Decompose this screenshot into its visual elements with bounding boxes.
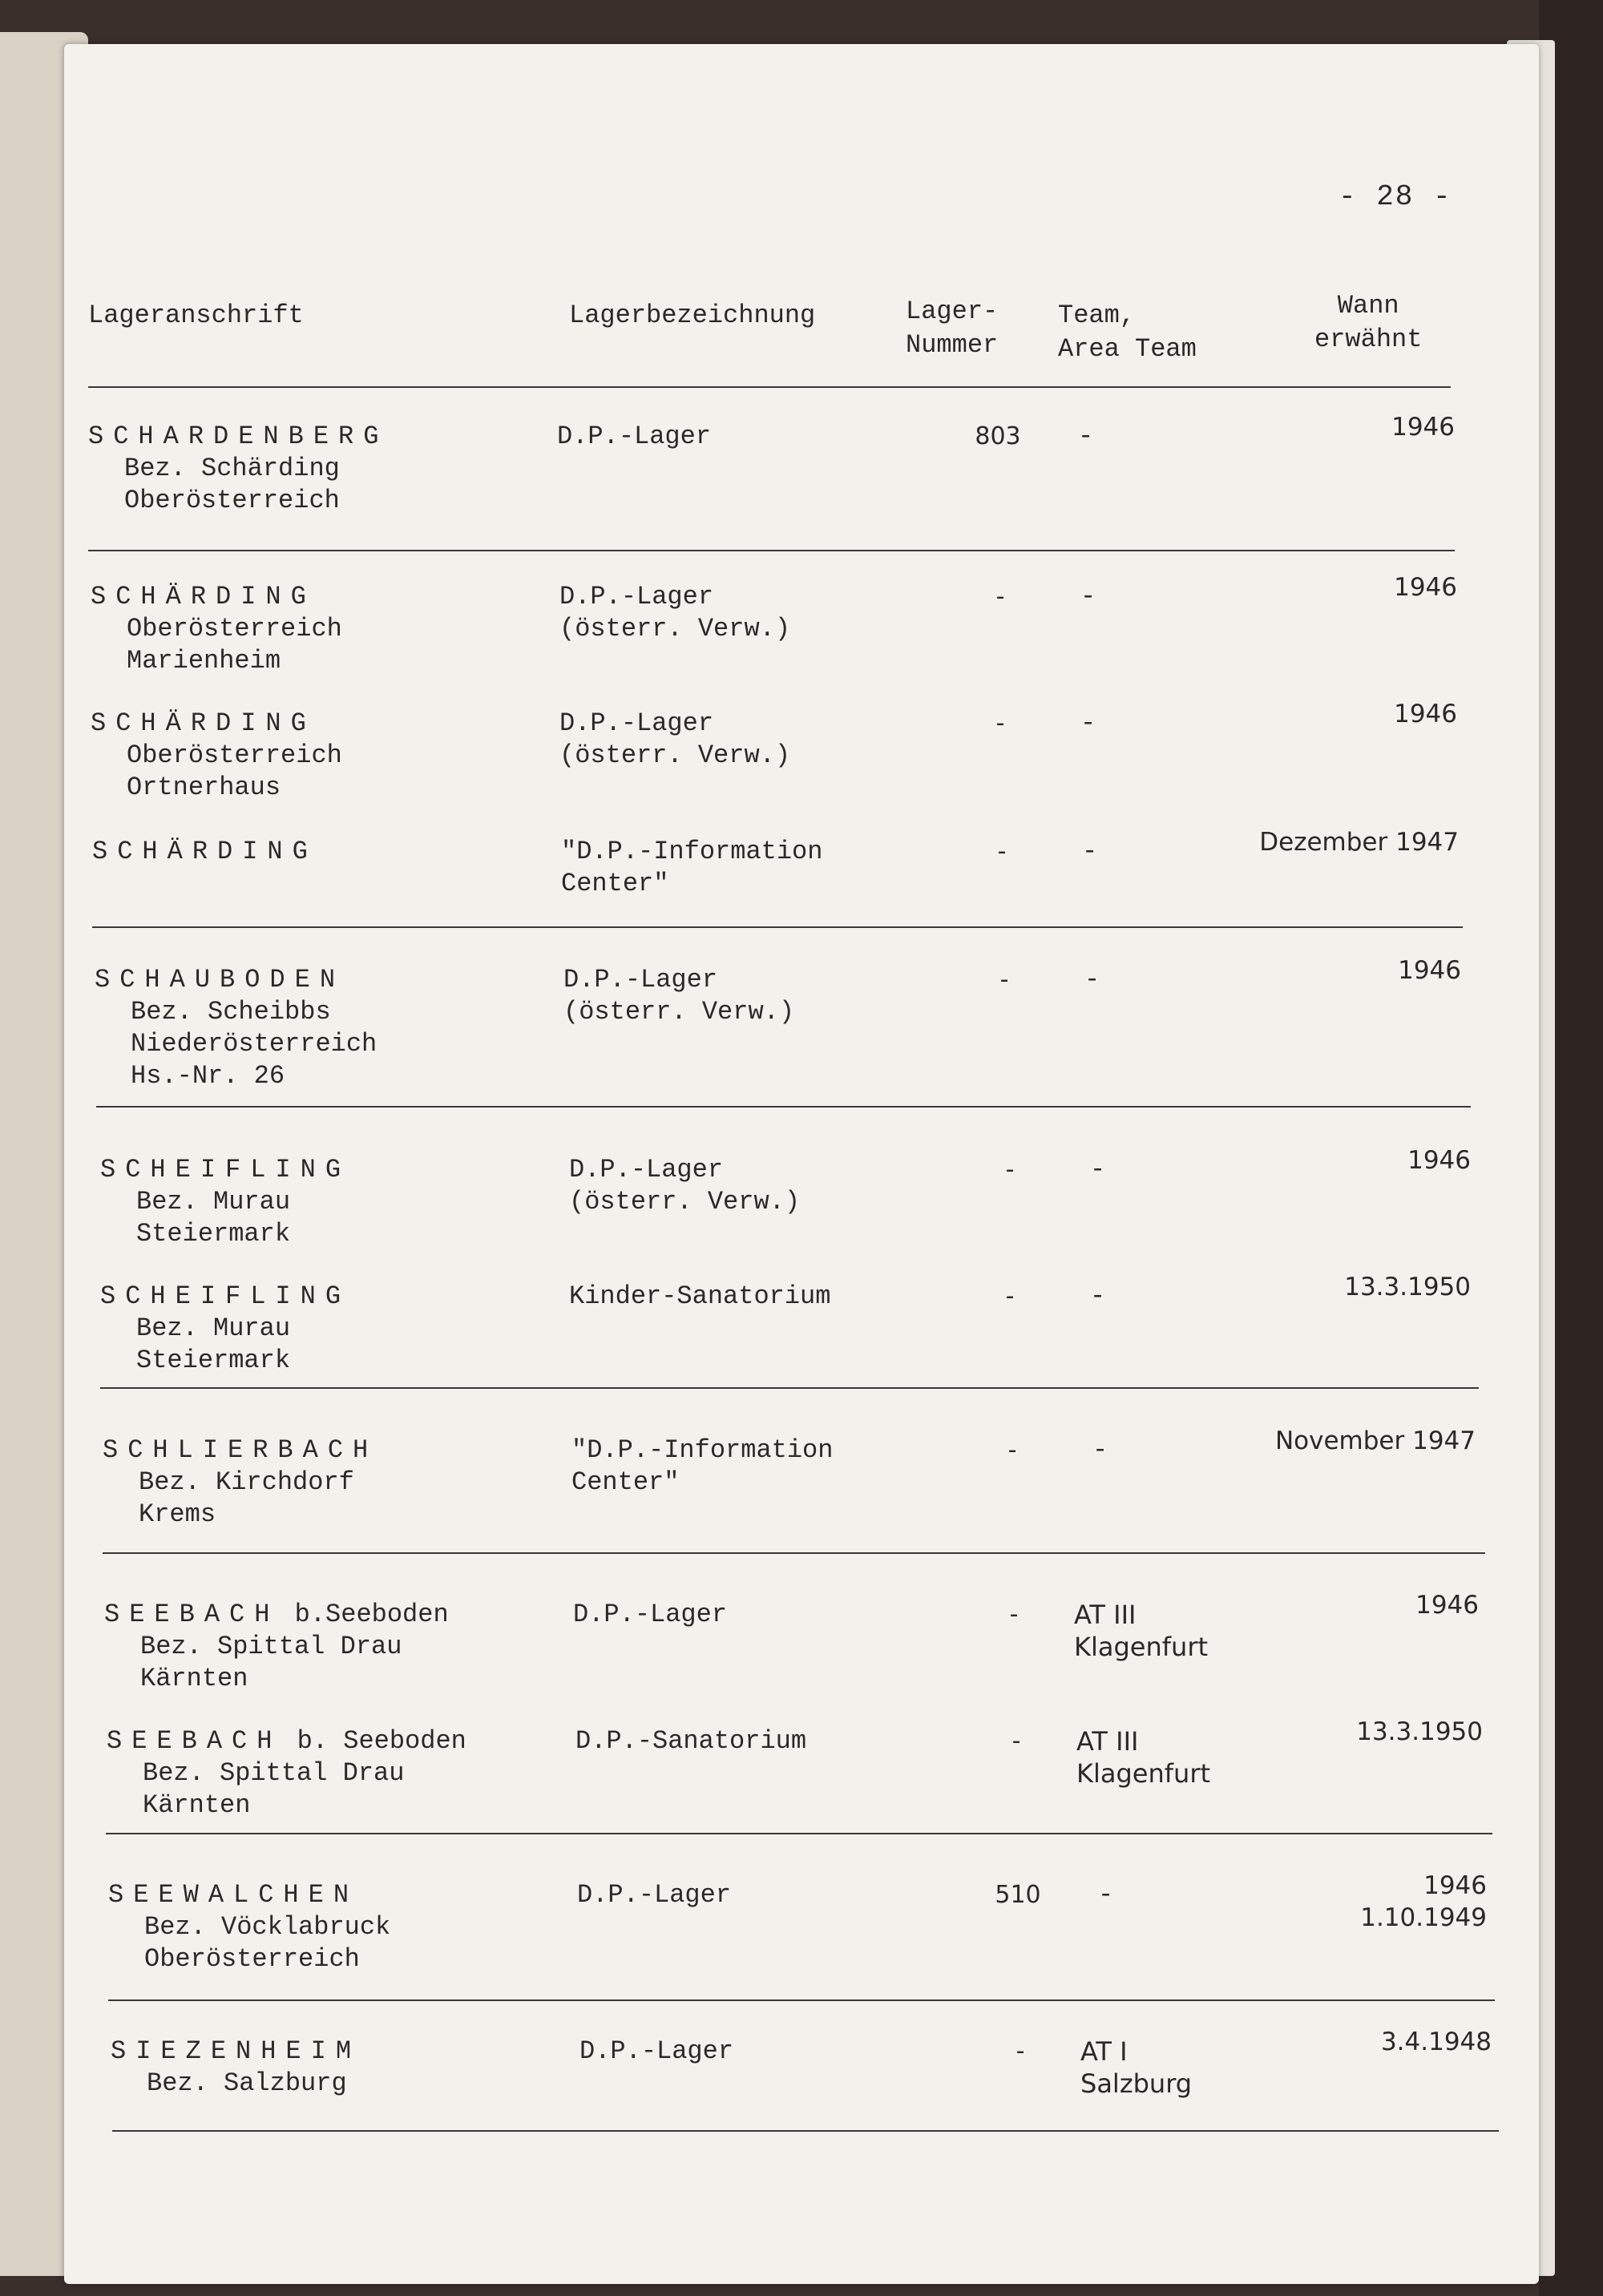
- header-number: Lager- Nummer: [906, 297, 999, 360]
- team-line: AT III: [1074, 1600, 1137, 1630]
- team-line: -: [1082, 837, 1098, 866]
- place-name-text: SIEZENHEIM: [111, 2036, 361, 2066]
- address-line: Oberösterreich: [127, 614, 342, 644]
- camp-number: 510: [995, 1881, 1041, 1909]
- date-mentioned: [1360, 1870, 1487, 1934]
- date-mentioned: [1391, 411, 1455, 443]
- place-name-text: SEEWALCHEN: [108, 1880, 359, 1910]
- place-name-text: SEEBACH: [107, 1726, 282, 1756]
- place-name-text: SCHEIFLING: [100, 1155, 351, 1184]
- date-line: 1946: [1394, 700, 1457, 728]
- camp-address: [108, 1879, 390, 1975]
- team-line: -: [1080, 582, 1096, 611]
- table-row: [100, 1146, 1471, 1250]
- rule: [88, 550, 1455, 551]
- camp-number: -: [1011, 1727, 1021, 1755]
- camp-designation: [559, 581, 790, 645]
- team: [1070, 1154, 1298, 1186]
- place-name-text: SCHÄRDING: [92, 837, 317, 866]
- team-line: -: [1092, 1435, 1108, 1465]
- date-mentioned: [1415, 1589, 1479, 1621]
- table-row: [91, 573, 1457, 677]
- camp-number: -: [999, 966, 1009, 994]
- table-row: [91, 700, 1457, 804]
- place-name-text: SCHARDENBERG: [88, 422, 389, 451]
- designation-line: (österr. Verw.): [563, 997, 795, 1027]
- date-line: November 1947: [1274, 1426, 1476, 1455]
- address-line: Bez. Scheibbs: [131, 997, 331, 1027]
- place-name: [95, 964, 377, 996]
- date-line: 13.3.1950: [1344, 1273, 1471, 1301]
- camp-address: [92, 836, 317, 868]
- table-row: [103, 1426, 1476, 1531]
- camp-address: [95, 964, 377, 1092]
- header-team: Team, Area Team: [1058, 301, 1197, 364]
- team-line: Klagenfurt: [1074, 1632, 1209, 1662]
- designation-line: (österr. Verw.): [569, 1187, 801, 1217]
- camp-designation: [573, 1599, 727, 1631]
- date-line: 3.4.1948: [1380, 2028, 1492, 2056]
- date-line: 1946: [1423, 1871, 1487, 1900]
- designation-line: (österr. Verw.): [559, 614, 791, 644]
- date-line: 1946: [1407, 1146, 1471, 1175]
- place-name: [88, 421, 388, 453]
- designation-line: D.P.-Lager: [563, 965, 718, 995]
- table-row: [111, 2028, 1492, 2132]
- camp-number: -: [1009, 1600, 1019, 1628]
- designation-line: D.P.-Lager: [559, 708, 714, 738]
- date-line: 1946: [1394, 573, 1457, 602]
- page-number: - 28 -: [1339, 180, 1452, 213]
- team-line: -: [1090, 1155, 1106, 1184]
- team: [1074, 1599, 1282, 1663]
- camp-designation: [579, 2036, 733, 2068]
- camp-address: [104, 1599, 449, 1695]
- date-mentioned: [1356, 1716, 1483, 1748]
- camp-address: [91, 581, 342, 677]
- team: [1070, 1281, 1298, 1313]
- place-name: [100, 1154, 350, 1186]
- camp-designation: [577, 1879, 731, 1911]
- camp-number: -: [1007, 1436, 1017, 1464]
- date-mentioned: [1275, 1425, 1476, 1457]
- address-line: Steiermark: [136, 1219, 291, 1249]
- camp-designation: [569, 1154, 800, 1218]
- rule: [106, 1833, 1492, 1834]
- team: [1060, 708, 1289, 740]
- team: [1060, 581, 1289, 613]
- place-name-text: SCHÄRDING: [91, 708, 316, 738]
- date-line: 1946: [1391, 413, 1455, 442]
- date-line: Dezember 1947: [1259, 828, 1459, 857]
- place-name: [107, 1725, 466, 1757]
- table-row: [107, 1717, 1483, 1822]
- rule: [96, 1106, 1471, 1108]
- table-row: [95, 956, 1461, 1091]
- designation-line: D.P.-Lager: [557, 422, 712, 451]
- camp-address: [103, 1434, 378, 1531]
- table-row: [92, 828, 1459, 932]
- designation-line: Center": [561, 869, 669, 898]
- team: [1080, 2036, 1289, 2100]
- header-when: Wann erwähnt: [1314, 291, 1423, 354]
- place-name-text: SCHAUBODEN: [95, 965, 345, 995]
- camp-designation: [569, 1281, 830, 1313]
- team-line: -: [1078, 422, 1094, 451]
- address-line: Hs.-Nr. 26: [131, 1061, 285, 1091]
- team-line: -: [1084, 965, 1100, 995]
- date-mentioned: [1381, 2026, 1492, 2058]
- place-name: [92, 836, 317, 868]
- camp-number: -: [1005, 1282, 1015, 1310]
- table-row: [88, 413, 1455, 517]
- table-row: [108, 1871, 1487, 1975]
- address-line: Bez. Spittal Drau: [140, 1632, 402, 1661]
- designation-line: D.P.-Lager: [573, 1600, 728, 1629]
- address-line: Kärnten: [143, 1790, 251, 1820]
- camp-address: [100, 1281, 350, 1377]
- team: [1076, 1725, 1285, 1790]
- camp-number: 803: [975, 422, 1021, 450]
- place-name: [104, 1599, 449, 1631]
- address-line: Ortnerhaus: [127, 773, 281, 802]
- date-mentioned: [1259, 826, 1459, 858]
- place-name-text: SCHEIFLING: [100, 1281, 351, 1311]
- place-name: [111, 2036, 361, 2068]
- camp-number: -: [1016, 2037, 1025, 2065]
- place-name: [91, 581, 342, 613]
- team: [1072, 1434, 1301, 1467]
- camp-number: -: [1005, 1156, 1015, 1184]
- team-line: -: [1098, 1880, 1114, 1910]
- place-name-text: SCHÄRDING: [91, 582, 316, 611]
- address-line: Oberösterreich: [144, 1944, 360, 1974]
- rule-header: [88, 386, 1451, 388]
- date-mentioned: [1344, 1271, 1471, 1303]
- date-line: 1946: [1398, 956, 1461, 985]
- camp-designation: [571, 1434, 833, 1499]
- table-row: [104, 1591, 1479, 1695]
- team: [1058, 421, 1286, 453]
- header-address: Lageranschrift: [88, 301, 304, 330]
- date-mentioned: [1394, 698, 1457, 730]
- address-line: Bez. Vöcklabruck: [144, 1912, 391, 1942]
- address-line: Bez. Murau: [136, 1313, 291, 1343]
- address-line: Kärnten: [140, 1664, 248, 1693]
- camp-designation: [557, 421, 711, 453]
- camp-designation: [561, 836, 822, 900]
- camp-address: [107, 1725, 466, 1822]
- date-mentioned: [1407, 1144, 1471, 1176]
- date-mentioned: [1394, 571, 1457, 603]
- table-row: [100, 1273, 1471, 1377]
- header-designation: Lagerbezeichnung: [569, 301, 816, 330]
- camp-number: -: [995, 583, 1005, 611]
- address-line: Oberösterreich: [127, 740, 342, 770]
- designation-line: D.P.-Sanatorium: [575, 1726, 807, 1756]
- camp-number: -: [997, 837, 1007, 866]
- team: [1078, 1879, 1306, 1911]
- designation-line: D.P.-Lager: [569, 1155, 724, 1184]
- address-line: Krems: [139, 1499, 216, 1529]
- camp-designation: [559, 708, 790, 772]
- address-line: Bez. Schärding: [124, 454, 340, 483]
- date-line: 13.3.1950: [1356, 1717, 1483, 1746]
- address-line: Oberösterreich: [124, 486, 340, 515]
- place-name-text: SEEBACH: [104, 1600, 280, 1629]
- address-line: Marienheim: [127, 646, 281, 676]
- camp-number: -: [995, 709, 1005, 737]
- team-line: AT III: [1076, 1726, 1139, 1757]
- designation-line: "D.P.-Information: [571, 1435, 834, 1465]
- place-name: [103, 1434, 378, 1467]
- place-name: [91, 708, 342, 740]
- team-line: -: [1090, 1281, 1106, 1311]
- place-name-text: SCHLIERBACH: [103, 1435, 378, 1465]
- designation-line: D.P.-Lager: [577, 1880, 732, 1910]
- rule: [103, 1552, 1485, 1554]
- camp-address: [100, 1154, 350, 1250]
- place-name: [108, 1879, 390, 1911]
- address-line: Bez. Kirchdorf: [139, 1467, 354, 1497]
- place-name: [100, 1281, 350, 1313]
- document-page: [64, 44, 1539, 2284]
- designation-line: Center": [571, 1467, 680, 1497]
- address-line: Bez. Spittal Drau: [143, 1758, 405, 1788]
- address-line: Steiermark: [136, 1346, 291, 1375]
- team-line: -: [1080, 708, 1096, 738]
- designation-line: D.P.-Lager: [559, 582, 714, 611]
- date-line: 1.10.1949: [1360, 1903, 1487, 1932]
- team-line: AT I: [1080, 2036, 1128, 2067]
- address-line: Niederösterreich: [131, 1029, 378, 1059]
- designation-line: Kinder-Sanatorium: [569, 1281, 831, 1311]
- camp-address: [111, 2036, 361, 2100]
- designation-line: "D.P.-Information: [561, 837, 823, 866]
- address-line: Bez. Salzburg: [147, 2068, 347, 2098]
- camp-designation: [563, 964, 794, 1028]
- camp-address: [91, 708, 342, 804]
- camp-designation: [575, 1725, 806, 1757]
- address-line: Bez. Murau: [136, 1187, 291, 1217]
- rule: [100, 1387, 1479, 1389]
- place-name-suffix: b.Seeboden: [279, 1600, 449, 1629]
- team-line: Salzburg: [1080, 2068, 1193, 2099]
- designation-line: (österr. Verw.): [559, 740, 791, 770]
- place-name-suffix: b. Seeboden: [281, 1726, 466, 1756]
- team-line: Klagenfurt: [1076, 1758, 1211, 1789]
- team: [1062, 836, 1290, 868]
- date-mentioned: [1398, 954, 1461, 987]
- rule: [108, 1999, 1495, 2001]
- team: [1064, 964, 1293, 996]
- designation-line: D.P.-Lager: [579, 2036, 734, 2066]
- camp-address: [88, 421, 388, 517]
- date-line: 1946: [1415, 1591, 1479, 1620]
